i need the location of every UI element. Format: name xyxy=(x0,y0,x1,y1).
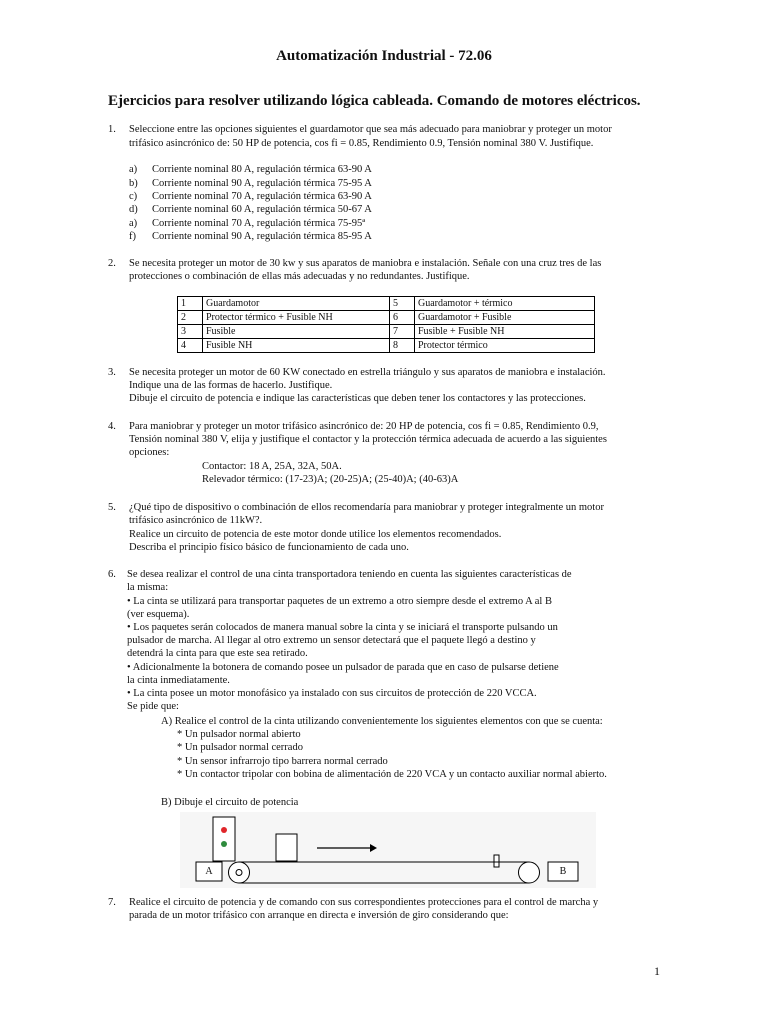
table-cell: Fusible + Fusible NH xyxy=(415,325,595,339)
exercise-5-line-4: Describa el principio físico básico de funcionamiento de cada uno. xyxy=(129,542,409,553)
exercise-1-line-1: Seleccione entre las opciones siguientes el guardamotor que sea más adecuado para maniobrar y proteger un motor xyxy=(129,124,612,135)
exercise-1-option-letter: b) xyxy=(129,178,138,189)
table-cell: 6 xyxy=(390,311,415,325)
exercise-1-option-text: Corriente nominal 90 A, regulación térmica 85-95 A xyxy=(152,231,372,242)
exercise-6-number: 6. xyxy=(108,569,116,580)
exercise-1-line-2: trifásico asincrónico de: 50 HP de potencia, cos fi = 0.85, Rendimiento 0.9, Tensión nominal 380 V. Justifique. xyxy=(129,138,594,149)
exercise-6-line: (ver esquema). xyxy=(127,609,190,620)
table-row xyxy=(178,297,595,311)
table-cell: 5 xyxy=(390,297,415,311)
exercise-6-line: • La cinta se utilizará para transportar paquetes de un extremo a otro siempre desde el extremo A al B xyxy=(127,596,552,607)
exercise-7-line-1: Realice el circuito de potencia y de comando con sus correspondientes protecciones para el control de marcha y xyxy=(129,897,599,908)
exercise-6-line: la misma: xyxy=(127,582,169,593)
page-number: 1 xyxy=(654,964,660,978)
table-cell: 4 xyxy=(178,339,203,353)
exercise-5-number: 5. xyxy=(108,502,116,513)
exercise-6-element: * Un contactor tripolar con bobina de alimentación de 220 VCA y un contacto auxiliar normal abierto. xyxy=(177,769,607,780)
table-cell: Guardamotor + Fusible xyxy=(415,311,595,325)
exercise-4-line-1: Para maniobrar y proteger un motor trifásico asincrónico de: 20 HP de potencia, cos fi = 0.85, Rendimiento 0.9, xyxy=(129,421,599,432)
table-cell: Protector térmico xyxy=(415,339,595,353)
exercise-6-element: * Un pulsador normal abierto xyxy=(177,729,301,740)
exercise-5-line-1: ¿Qué tipo de dispositivo o combinación de ellos recomendaría para maniobrar y proteger integralmente un motor xyxy=(129,502,604,513)
exercise-2-number: 2. xyxy=(108,258,116,269)
table-cell: 2 xyxy=(178,311,203,325)
exercise-6-element: * Un pulsador normal cerrado xyxy=(177,742,303,753)
exercise-1-number: 1. xyxy=(108,124,116,135)
conveyor-drawing xyxy=(180,812,596,888)
exercise-5-line-3: Realice un circuito de potencia de este motor donde utilice los elementos recomendados. xyxy=(129,529,502,540)
section-heading: Ejercicios para resolver utilizando lógica cableada. Comando de motores eléctricos. xyxy=(108,93,641,109)
exercise-6-line: Se pide que: xyxy=(127,701,179,712)
table-cell: 1 xyxy=(178,297,203,311)
table-cell: 8 xyxy=(390,339,415,353)
exercise-1-option-text: Corriente nominal 60 A, regulación térmica 50-67 A xyxy=(152,204,372,215)
table-row xyxy=(178,339,595,353)
exercise-3-line-1: Se necesita proteger un motor de 60 KW conectado en estrella triángulo y sus aparatos de maniobra e instalación. xyxy=(129,367,606,378)
table-cell: Guardamotor xyxy=(203,297,390,311)
exercise-1-option-letter: a) xyxy=(129,164,138,175)
exercise-3-number: 3. xyxy=(108,367,116,378)
exercise-1-option-letter: d) xyxy=(129,204,138,215)
exercise-1-option-text: Corriente nominal 90 A, regulación térmica 75-95 A xyxy=(152,178,372,189)
exercise-3-line-3: Dibuje el circuito de potencia e indique las características que deben tener los contactores y las protecciones. xyxy=(129,393,586,404)
exercise-6-line: pulsador de marcha. Al llegar al otro extremo un sensor detectará que el paquete llegó a destino y xyxy=(127,635,536,646)
exercise-3-line-2: Indique una de las formas de hacerlo. Justifique. xyxy=(129,380,333,391)
exercise-1-option-text: Corriente nominal 70 A, regulación térmica 75-95ª xyxy=(152,218,366,229)
table-row xyxy=(178,325,595,339)
exercise-7-number: 7. xyxy=(108,897,116,908)
end-a-label: A xyxy=(205,866,213,877)
exercise-6-line: • La cinta posee un motor monofásico ya instalado con sus circuitos de protección de 220 VCCA. xyxy=(127,688,537,699)
protection-options-table xyxy=(177,296,595,353)
table-cell: 7 xyxy=(390,325,415,339)
exercise-6-line: la cinta inmediatamente. xyxy=(127,675,230,686)
exercise-1-option-text: Corriente nominal 80 A, regulación térmica 63-90 A xyxy=(152,164,372,175)
stop-indicator-light xyxy=(221,841,227,847)
exercise-6-line: Se desea realizar el control de una cinta transportadora teniendo en cuenta las siguientes características de xyxy=(127,569,572,580)
exercise-6-part-a: A) Realice el control de la cinta utilizando convenientemente los siguientes elementos con que se cuenta: xyxy=(161,716,603,727)
table-cell: Fusible xyxy=(203,325,390,339)
exercise-4-number: 4. xyxy=(108,421,116,432)
exercise-5-line-2: trifásico asincrónico de 11kW?. xyxy=(129,515,263,526)
start-indicator-light xyxy=(221,827,227,833)
arrow-head xyxy=(370,844,377,852)
exercise-6-line: detendrá la cinta para que este sea retirado. xyxy=(127,648,308,659)
table-cell: Guardamotor + térmico xyxy=(415,297,595,311)
package-box xyxy=(276,834,297,861)
left-pulley-axle xyxy=(236,870,242,876)
exercise-4-line-3: opciones: xyxy=(129,447,170,458)
table-row xyxy=(178,311,595,325)
end-b-label: B xyxy=(559,866,567,877)
exercise-6-line: • Adicionalmente la botonera de comando posee un pulsador de parada que en caso de pulsarse detiene xyxy=(127,662,559,673)
exercise-6-part-b: B) Dibuje el circuito de potencia xyxy=(161,797,299,808)
table-cell: Protector térmico + Fusible NH xyxy=(203,311,390,325)
right-pulley xyxy=(519,862,540,883)
table-cell: Fusible NH xyxy=(203,339,390,353)
document-title: Automatización Industrial - 72.06 xyxy=(276,48,492,64)
exercise-6-line: • Los paquetes serán colocados de manera manual sobre la cinta y se iniciará el transporte pulsando un xyxy=(127,622,558,633)
exercise-1-option-letter: f) xyxy=(129,231,136,242)
exercise-2-line-1: Se necesita proteger un motor de 30 kw y sus aparatos de maniobra e instalación. Señale con una cruz tres de las xyxy=(129,258,602,269)
conveyor-diagram xyxy=(180,812,596,888)
sensor-marker xyxy=(494,855,499,867)
exercise-1-option-letter: a) xyxy=(129,218,138,229)
exercise-1-option-text: Corriente nominal 70 A, regulación térmica 63-90 A xyxy=(152,191,372,202)
exercise-4-relay-options: Relevador térmico: (17-23)A; (20-25)A; (25-40)A; (40-63)A xyxy=(202,474,459,485)
exercise-7-line-2: parada de un motor trifásico con arranque en directa e inversión de giro considerando que: xyxy=(129,910,509,921)
table-cell: 3 xyxy=(178,325,203,339)
control-box xyxy=(213,817,235,861)
exercise-6-element: * Un sensor infrarrojo tipo barrera normal cerrado xyxy=(177,756,388,767)
exercise-1-option-letter: c) xyxy=(129,191,138,202)
exercise-2-line-2: protecciones o combinación de ellas más adecuadas y no redundantes. Justifique. xyxy=(129,271,470,282)
exercise-4-contactor-options: Contactor: 18 A, 25A, 32A, 50A. xyxy=(202,461,342,472)
exercise-4-line-2: Tensión nominal 380 V, elija y justifique el contactor y la protección térmica adecuada de acuerdo a las siguientes xyxy=(129,434,607,445)
